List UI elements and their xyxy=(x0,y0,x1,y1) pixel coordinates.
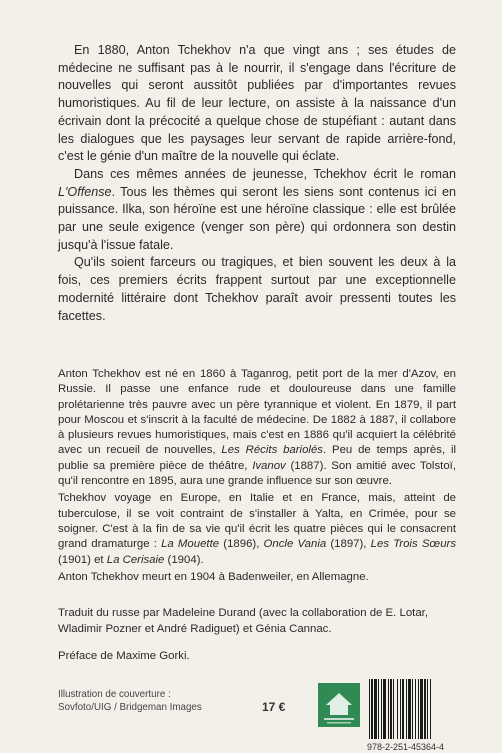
translation-credit: Traduit du russe par Madeleine Durand (avec la collaboration de E. Lotar, Wladimir Pozner et André Radiguet) et Génia Cannac. xyxy=(58,607,428,635)
barcode-icon xyxy=(367,679,455,741)
bio-paragraph-2: Tchekhov voyage en Europe, en Italie et en France, mais, atteint de tuberculose, il se voit contraint de s'installer à Yalta, en Crimée, pour se soigner. C'est à la fin de sa vie qu'il écrit les quatre pièces qui le consacrent grand dramaturge : La Mouette (1896), Oncle Vania (1897), Les Trois Sœurs (1901) et La Cerisaie (1904). xyxy=(58,492,457,566)
bio-paragraph-3: Anton Tchekhov meurt en 1904 à Badenweiler, en Allemagne. xyxy=(58,570,369,583)
preface-credit: Préface de Maxime Gorki. xyxy=(58,650,190,662)
intro-paragraph-1: En 1880, Anton Tchekhov n'a que vingt ans ; ses études de médecine ne suffisant pas à le nourrir, il s'engage dans l'écriture de nouvelles qui seront aussitôt publiées par d'importantes revues humoristiques. Au fil de leur lecture, on assiste à la naissance d'un écrivain dont la précocité a quelque chose de stupéfiant : autant dans les dialogues que les paysages leur servant de rapide arrière-fond, c'est le génie d'un maître de la nouvelle qui éclate. xyxy=(58,43,456,164)
title-l-offense: L'Offense xyxy=(58,184,112,199)
biography-text xyxy=(58,367,456,585)
illustration-credit: Illustration de couverture : Sovfoto/UIG / Bridgeman Images xyxy=(58,689,202,713)
intro-paragraph-2: Dans ces mêmes années de jeunesse, Tchekhov écrit le roman L'Offense. Tous les thèmes qui seront les siens sont contenus ici en puissance. Ilka, son héroïne est une héroïne classique : elle est brûlée par une seule exigence (venger son père) qui ordonnera son destin jusqu'à l'issue fatale. xyxy=(58,166,456,252)
bio-paragraph-1: Anton Tchekhov est né en 1860 à Taganrog, petit port de la mer d'Azov, en Russie. Il passe une enfance rude et douloureuse dans une famille prolétarienne très pauvre avec un père tyrannique et violent. En 1879, il part pour Moscou et s'inscrit à la faculté de médecine. De 1882 à 1887, il collabore à plusieurs revues humoristiques, mais c'est en 1886 qu'il acquiert la célébrité avec un recueil de nouvelles, Les Récits bariolés. Peu de temps après, il publie sa première pièce de théâtre, Ivanov (1887). Son amitié avec Tolstoï, qu'il rencontre en 1895, aura une grande influence sur son œuvre. xyxy=(58,368,457,488)
price: 17 € xyxy=(262,700,286,714)
publisher-logo-icon xyxy=(318,683,360,727)
isbn: 978-2-251-45364-4 xyxy=(367,742,445,752)
credits xyxy=(58,606,456,665)
intro-text xyxy=(58,42,456,325)
intro-paragraph-3: Qu'ils soient farceurs ou tragiques, et bien souvent les deux à la fois, ces premiers écrits frappent surtout par une exceptionnelle modernité littéraire dont Tchekhov paraît avoir pressenti toutes les facettes. xyxy=(58,255,456,323)
